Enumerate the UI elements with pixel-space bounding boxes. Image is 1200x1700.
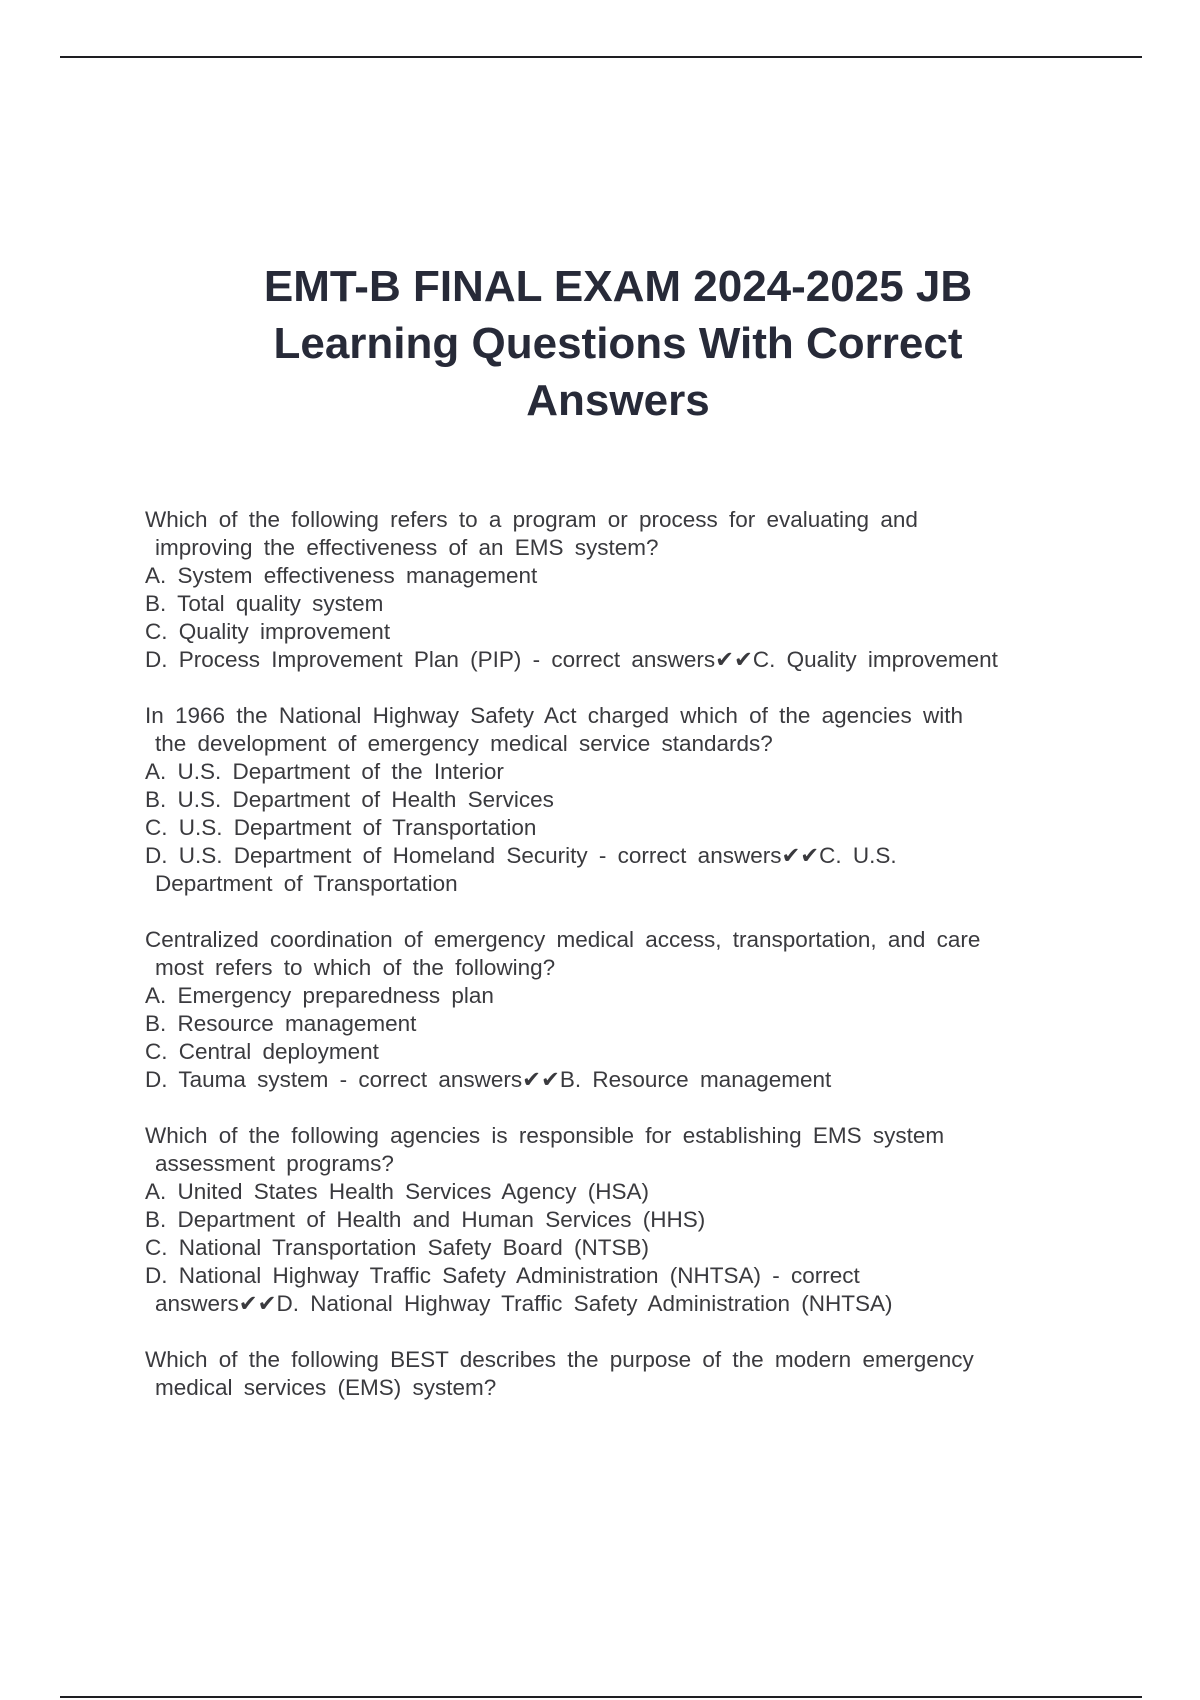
answer-option: C. Quality improvement [145,619,391,644]
question-block [145,506,1145,674]
question-text: the development of emergency medical service standards? [155,731,773,756]
answer-option: B. Resource management [145,1011,417,1036]
question-text: Which of the following refers to a program or process for evaluating and [145,507,918,532]
question-text: Which of the following BEST describes the purpose of the modern emergency [145,1347,974,1372]
question-text: In 1966 the National Highway Safety Act charged which of the agencies with [145,703,963,728]
question-text: Which of the following agencies is responsible for establishing EMS system [145,1123,945,1148]
answer-option: B. U.S. Department of Health Services [145,787,554,812]
answer-option: D. Tauma system - correct answers✔✔B. Resource management [145,1067,832,1092]
question-text: assessment programs? [155,1151,394,1176]
answer-option: A. United States Health Services Agency (HSA) [145,1179,649,1204]
header-rule [60,56,1142,58]
document-title [0,258,1200,429]
question-text: most refers to which of the following? [155,955,556,980]
answer-option: D. Process Improvement Plan (PIP) - correct answers✔✔C. Quality improvement [145,647,998,672]
question-block [145,1122,1145,1318]
answer-option: A. U.S. Department of the Interior [145,759,504,784]
question-block [145,1346,1145,1402]
answer-option: D. U.S. Department of Homeland Security - correct answers✔✔C. U.S. [145,843,897,868]
answer-option: B. Total quality system [145,591,384,616]
answer-option: C. U.S. Department of Transportation [145,815,537,840]
question-text: Centralized coordination of emergency medical access, transportation, and care [145,927,981,952]
question-list [145,506,1145,1430]
title-line: EMT-B FINAL EXAM 2024-2025 JB [263,262,973,311]
correct-answer-text: Department of Transportation [155,871,458,896]
question-text: improving the effectiveness of an EMS system? [155,535,659,560]
answer-option: A. System effectiveness management [145,563,538,588]
question-block [145,926,1145,1094]
title-line: Learning Questions With Correct [273,319,963,368]
answer-option: C. Central deployment [145,1039,379,1064]
footer-rule [60,1696,1142,1698]
question-text: medical services (EMS) system? [155,1375,497,1400]
answer-option: A. Emergency preparedness plan [145,983,494,1008]
correct-answer-text: answers✔✔D. National Highway Traffic Safety Administration (NHTSA) [155,1291,893,1316]
question-block [145,702,1145,898]
answer-option: B. Department of Health and Human Services (HHS) [145,1207,706,1232]
answer-option: C. National Transportation Safety Board (NTSB) [145,1235,649,1260]
title-line: Answers [526,376,710,425]
answer-option: D. National Highway Traffic Safety Administration (NHTSA) - correct [145,1263,860,1288]
